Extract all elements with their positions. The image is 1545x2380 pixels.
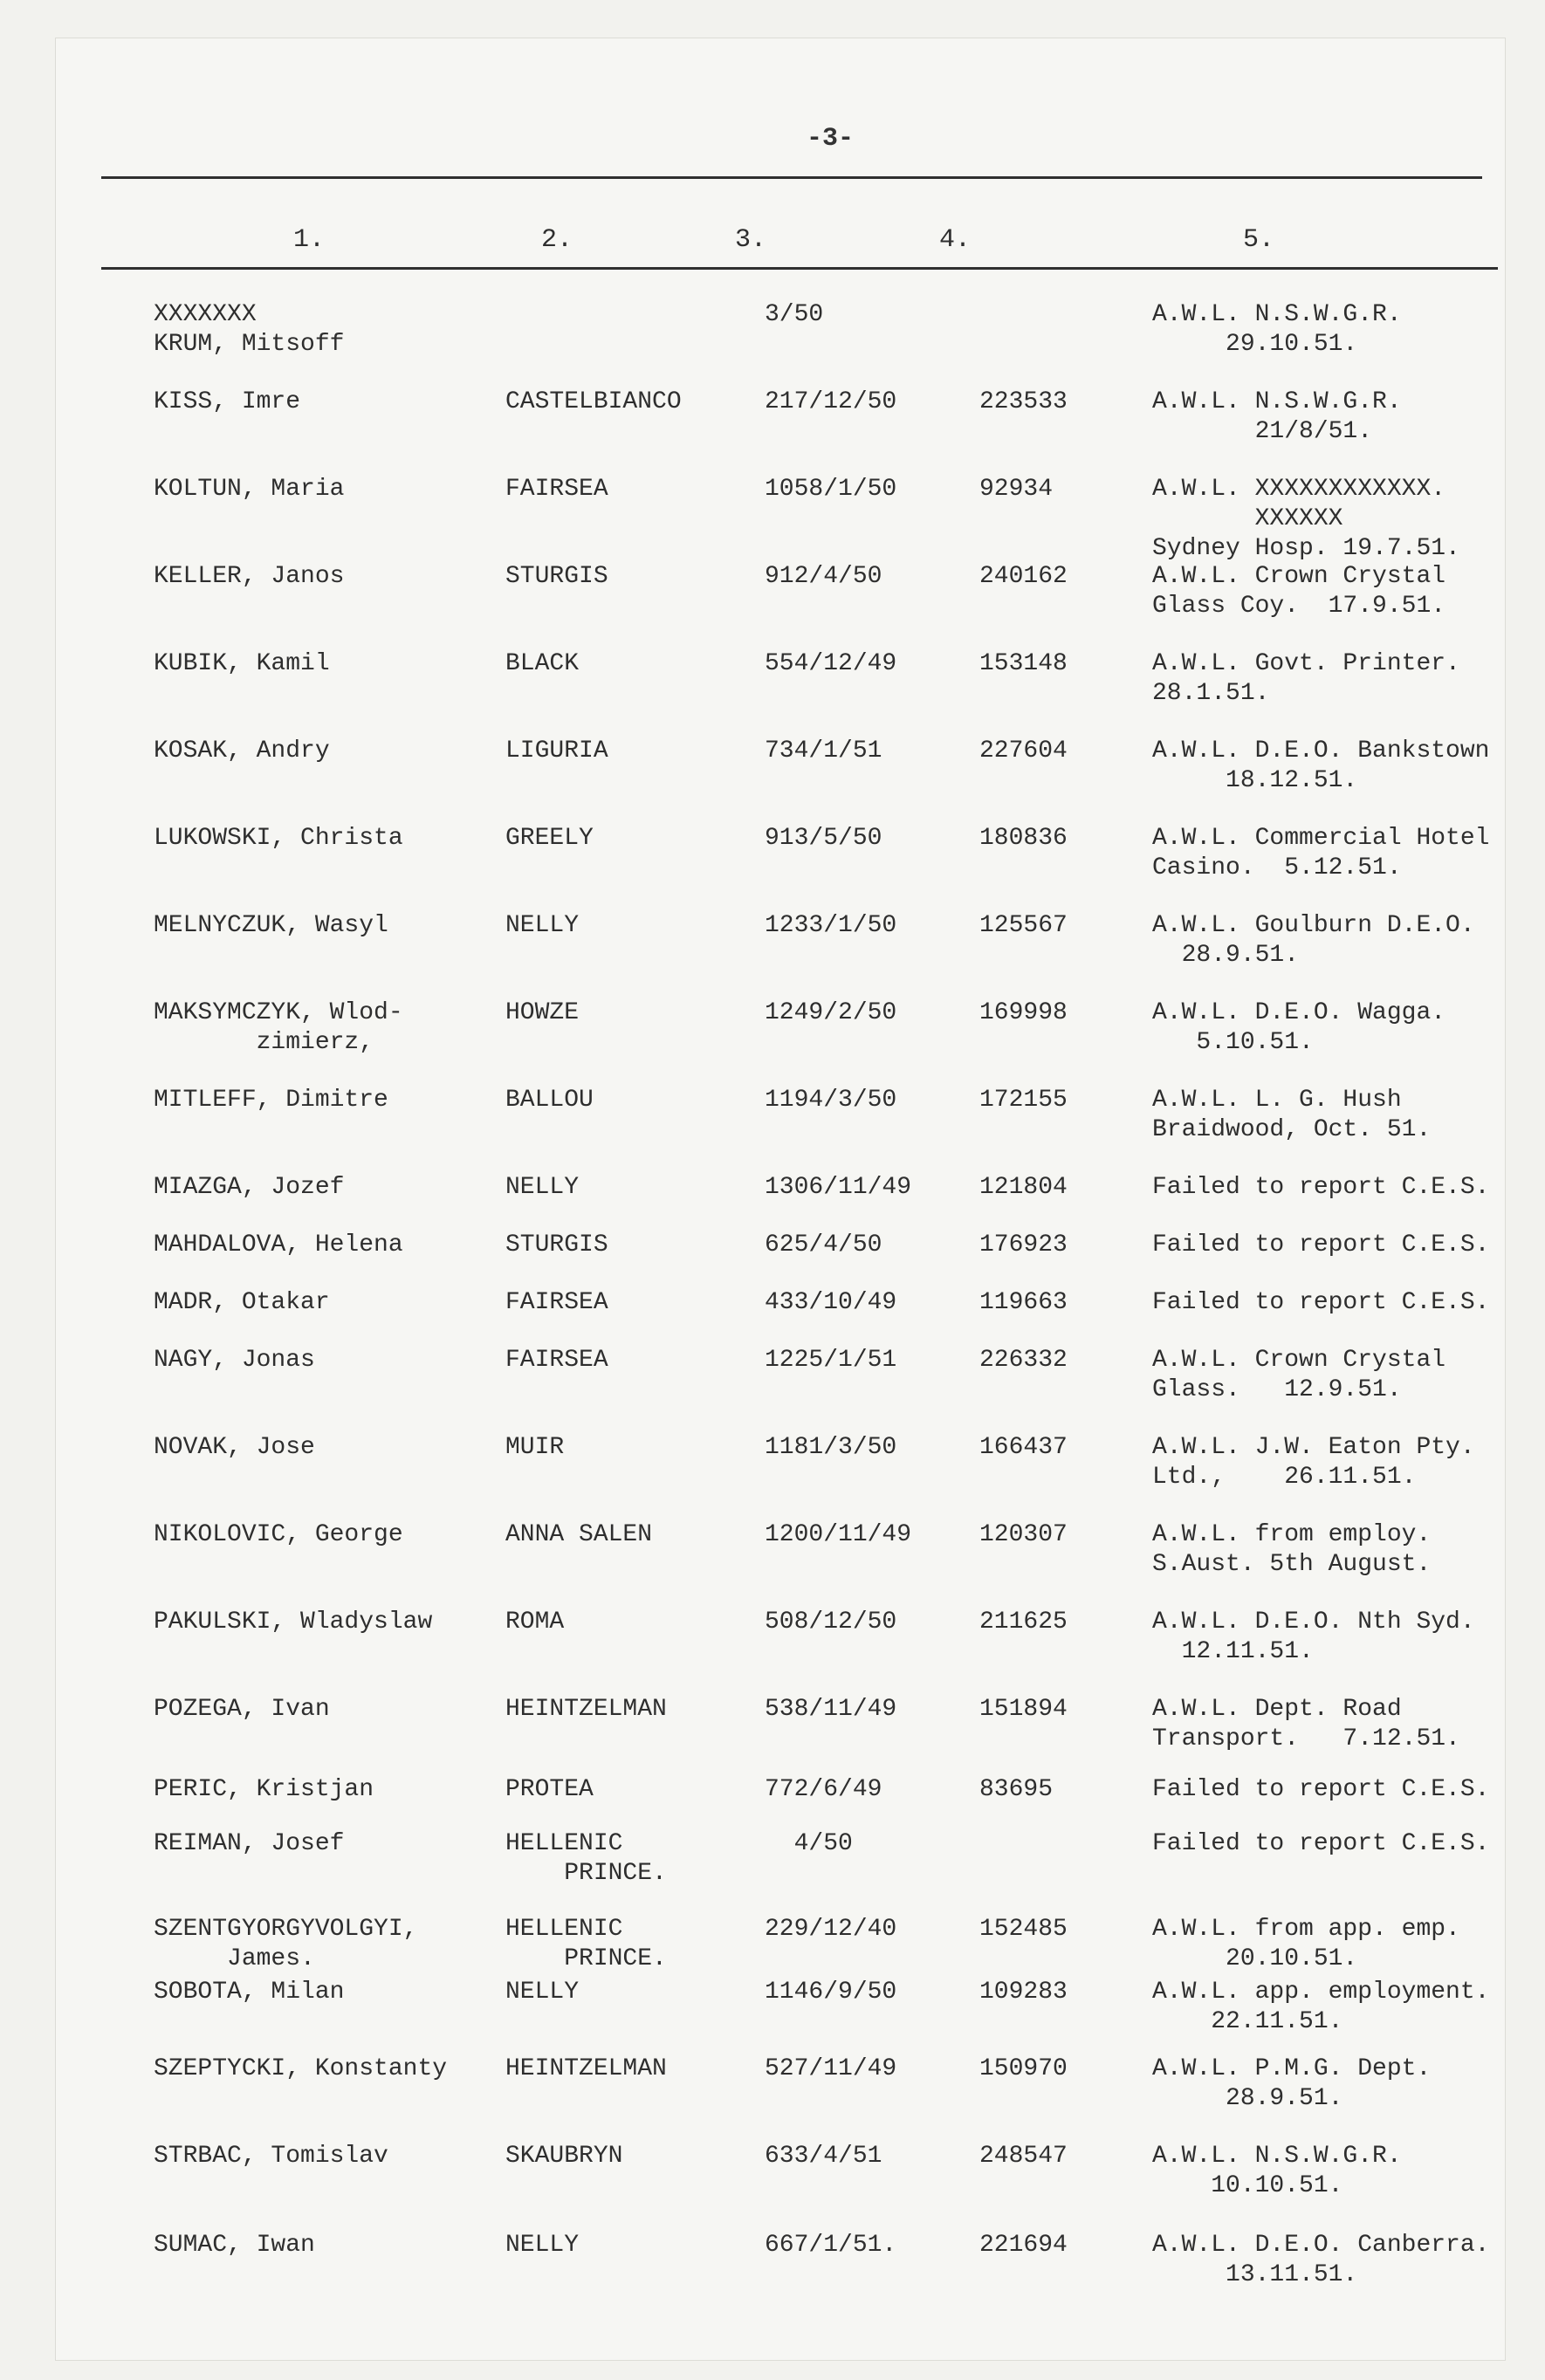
row-5-num: 153148 [979, 650, 1068, 677]
row-15-ship: MUIR [505, 1434, 565, 1461]
row-10-ref: 1194/3/50 [765, 1087, 897, 1114]
row-3-num: 92934 [979, 476, 1054, 503]
row-15-ref: 1181/3/50 [765, 1434, 897, 1461]
column-header-1: 1. [293, 225, 326, 255]
row-6-num: 227604 [979, 737, 1068, 765]
row-21-remark: A.W.L. from app. emp. 20.10.51. [1152, 1916, 1460, 1972]
column-header-4: 4. [939, 225, 972, 255]
row-12-remark: Failed to report C.E.S. [1152, 1231, 1490, 1259]
row-9-remark: A.W.L. D.E.O. Wagga. 5.10.51. [1152, 999, 1446, 1056]
row-19-remark: Failed to report C.E.S. [1152, 1776, 1490, 1803]
row-8-remark: A.W.L. Goulburn D.E.O. 28.9.51. [1152, 912, 1475, 969]
row-2-remark: A.W.L. N.S.W.G.R. 21/8/51. [1152, 388, 1402, 445]
row-14-ship: FAIRSEA [505, 1347, 608, 1374]
row-10-remark: A.W.L. L. G. Hush Braidwood, Oct. 51. [1152, 1087, 1432, 1143]
row-10-ship: BALLOU [505, 1087, 594, 1114]
row-17-ship: ROMA [505, 1608, 565, 1636]
row-20-remark: Failed to report C.E.S. [1152, 1830, 1490, 1857]
row-22-name: SOBOTA, Milan [154, 1979, 345, 2006]
row-11-num: 121804 [979, 1174, 1068, 1201]
row-17-remark: A.W.L. D.E.O. Nth Syd. 12.11.51. [1152, 1608, 1475, 1665]
row-4-ref: 912/4/50 [765, 563, 882, 590]
column-header-5: 5. [1243, 225, 1275, 255]
row-20-ship: HELLENIC PRINCE. [505, 1830, 667, 1887]
row-5-ref: 554/12/49 [765, 650, 897, 677]
row-24-name: STRBAC, Tomislav [154, 2143, 388, 2170]
row-4-name: KELLER, Janos [154, 563, 345, 590]
row-13-ship: FAIRSEA [505, 1289, 608, 1316]
row-3-name: KOLTUN, Maria [154, 476, 345, 503]
row-2-ship: CASTELBIANCO [505, 388, 682, 415]
row-18-ref: 538/11/49 [765, 1696, 897, 1723]
row-5-ship: BLACK [505, 650, 580, 677]
row-18-remark: A.W.L. Dept. Road Transport. 7.12.51. [1152, 1696, 1460, 1752]
row-22-remark: A.W.L. app. employment. 22.11.51. [1152, 1979, 1490, 2035]
row-25-ref: 667/1/51. [765, 2232, 897, 2259]
row-18-num: 151894 [979, 1696, 1068, 1723]
row-1-name: XXXXXXX KRUM, Mitsoff [154, 301, 345, 358]
row-25-ship: NELLY [505, 2232, 580, 2259]
row-16-remark: A.W.L. from employ. S.Aust. 5th August. [1152, 1521, 1432, 1578]
row-11-remark: Failed to report C.E.S. [1152, 1174, 1490, 1201]
row-12-ref: 625/4/50 [765, 1231, 882, 1259]
row-11-ship: NELLY [505, 1174, 580, 1201]
row-3-ref: 1058/1/50 [765, 476, 897, 503]
row-12-name: MAHDALOVA, Helena [154, 1231, 403, 1259]
row-13-name: MADR, Otakar [154, 1289, 330, 1316]
row-7-name: LUKOWSKI, Christa [154, 825, 403, 852]
row-12-num: 176923 [979, 1231, 1068, 1259]
row-17-num: 211625 [979, 1608, 1068, 1636]
row-8-ref: 1233/1/50 [765, 912, 897, 939]
row-19-num: 83695 [979, 1776, 1054, 1803]
row-11-name: MIAZGA, Jozef [154, 1174, 345, 1201]
row-13-num: 119663 [979, 1289, 1068, 1316]
column-header-3: 3. [735, 225, 767, 255]
row-1-remark: A.W.L. N.S.W.G.R. 29.10.51. [1152, 301, 1402, 358]
row-1-ref: 3/50 [765, 301, 824, 328]
row-3-remark: A.W.L. XXXXXXXXXXXX. XXXXXX Sydney Hosp. 19.7.51. [1152, 476, 1460, 562]
row-21-ship: HELLENIC PRINCE. [505, 1916, 667, 1972]
row-16-ref: 1200/11/49 [765, 1521, 912, 1548]
row-9-name: MAKSYMCZYK, Wlod- zimierz, [154, 999, 403, 1056]
row-2-num: 223533 [979, 388, 1068, 415]
row-23-name: SZEPTYCKI, Konstanty [154, 2055, 448, 2082]
row-19-ship: PROTEA [505, 1776, 594, 1803]
header-bottom-rule [101, 267, 1498, 270]
row-19-ref: 772/6/49 [765, 1776, 882, 1803]
row-9-ship: HOWZE [505, 999, 580, 1026]
row-8-num: 125567 [979, 912, 1068, 939]
row-21-ref: 229/12/40 [765, 1916, 897, 1943]
row-22-ref: 1146/9/50 [765, 1979, 897, 2006]
row-17-name: PAKULSKI, Wladyslaw [154, 1608, 433, 1636]
row-21-num: 152485 [979, 1916, 1068, 1943]
row-21-name: SZENTGYORGYVOLGYI, James. [154, 1916, 418, 1972]
row-12-ship: STURGIS [505, 1231, 608, 1259]
row-20-ref: 4/50 [765, 1830, 853, 1857]
row-13-remark: Failed to report C.E.S. [1152, 1289, 1490, 1316]
row-23-ref: 527/11/49 [765, 2055, 897, 2082]
row-25-num: 221694 [979, 2232, 1068, 2259]
row-4-ship: STURGIS [505, 563, 608, 590]
row-8-name: MELNYCZUK, Wasyl [154, 912, 388, 939]
row-24-num: 248547 [979, 2143, 1068, 2170]
document-sheet [56, 38, 1505, 2360]
row-16-name: NIKOLOVIC, George [154, 1521, 403, 1548]
top-rule [101, 176, 1482, 179]
row-6-ref: 734/1/51 [765, 737, 882, 765]
row-15-num: 166437 [979, 1434, 1068, 1461]
row-7-remark: A.W.L. Commercial Hotel Casino. 5.12.51. [1152, 825, 1490, 881]
row-24-ship: SKAUBRYN [505, 2143, 623, 2170]
row-2-ref: 217/12/50 [765, 388, 897, 415]
row-15-name: NOVAK, Jose [154, 1434, 315, 1461]
row-14-remark: A.W.L. Crown Crystal Glass. 12.9.51. [1152, 1347, 1446, 1403]
row-20-name: REIMAN, Josef [154, 1830, 345, 1857]
row-10-num: 172155 [979, 1087, 1068, 1114]
row-4-num: 240162 [979, 563, 1068, 590]
row-14-ref: 1225/1/51 [765, 1347, 897, 1374]
row-13-ref: 433/10/49 [765, 1289, 897, 1316]
row-18-ship: HEINTZELMAN [505, 1696, 667, 1723]
row-2-name: KISS, Imre [154, 388, 301, 415]
row-9-num: 169998 [979, 999, 1068, 1026]
row-6-name: KOSAK, Andry [154, 737, 330, 765]
row-16-ship: ANNA SALEN [505, 1521, 653, 1548]
row-24-remark: A.W.L. N.S.W.G.R. 10.10.51. [1152, 2143, 1402, 2199]
row-22-ship: NELLY [505, 1979, 580, 2006]
row-7-num: 180836 [979, 825, 1068, 852]
row-10-name: MITLEFF, Dimitre [154, 1087, 388, 1114]
row-23-ship: HEINTZELMAN [505, 2055, 667, 2082]
row-11-ref: 1306/11/49 [765, 1174, 912, 1201]
row-24-ref: 633/4/51 [765, 2143, 882, 2170]
row-17-ref: 508/12/50 [765, 1608, 897, 1636]
row-16-num: 120307 [979, 1521, 1068, 1548]
row-8-ship: NELLY [505, 912, 580, 939]
row-19-name: PERIC, Kristjan [154, 1776, 374, 1803]
row-14-name: NAGY, Jonas [154, 1347, 315, 1374]
row-25-remark: A.W.L. D.E.O. Canberra. 13.11.51. [1152, 2232, 1490, 2288]
row-7-ref: 913/5/50 [765, 825, 882, 852]
row-5-remark: A.W.L. Govt. Printer. 28.1.51. [1152, 650, 1460, 707]
row-6-remark: A.W.L. D.E.O. Bankstown 18.12.51. [1152, 737, 1490, 794]
page-number: -3- [807, 124, 855, 154]
row-23-remark: A.W.L. P.M.G. Dept. 28.9.51. [1152, 2055, 1432, 2112]
row-25-name: SUMAC, Iwan [154, 2232, 315, 2259]
row-18-name: POZEGA, Ivan [154, 1696, 330, 1723]
row-15-remark: A.W.L. J.W. Eaton Pty. Ltd., 26.11.51. [1152, 1434, 1475, 1491]
row-23-num: 150970 [979, 2055, 1068, 2082]
row-14-num: 226332 [979, 1347, 1068, 1374]
row-7-ship: GREELY [505, 825, 594, 852]
row-4-remark: A.W.L. Crown Crystal Glass Coy. 17.9.51. [1152, 563, 1446, 620]
row-22-num: 109283 [979, 1979, 1068, 2006]
row-5-name: KUBIK, Kamil [154, 650, 330, 677]
row-9-ref: 1249/2/50 [765, 999, 897, 1026]
column-header-2: 2. [541, 225, 573, 255]
row-3-ship: FAIRSEA [505, 476, 608, 503]
row-6-ship: LIGURIA [505, 737, 608, 765]
